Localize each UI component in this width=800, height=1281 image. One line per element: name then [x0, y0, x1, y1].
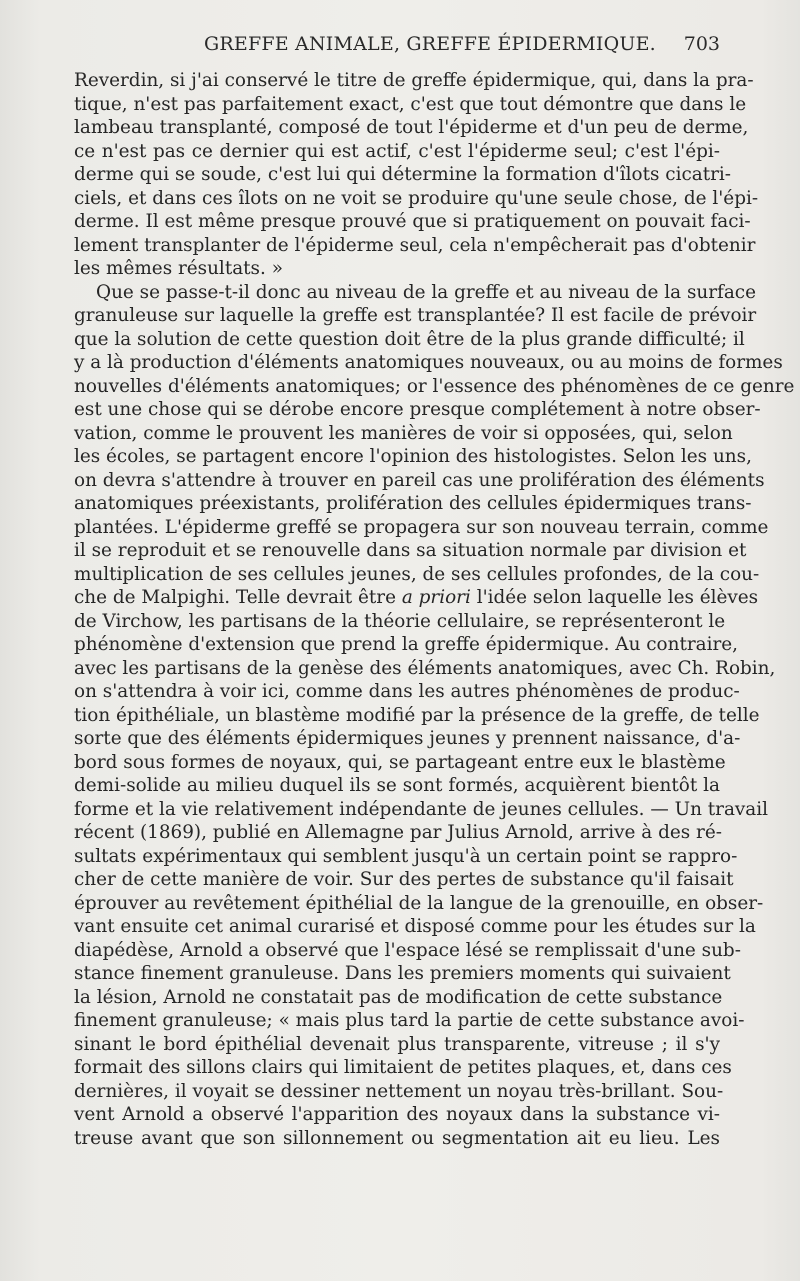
text-line: les mêmes résultats. » [74, 258, 283, 279]
text-line: vation, comme le prouvent les manières de voir si opposées, qui, selon [74, 422, 733, 444]
text-line: dernières, il voyait se dessiner nettement un noyau très-brillant. Sou- [74, 1080, 724, 1102]
text-line: ciels, et dans ces îlots on ne voit se produire qu'une seule chose, de l'épi- [74, 187, 759, 209]
text-line: sorte que des éléments épidermiques jeunes y prennent naissance, d'a- [74, 728, 741, 749]
text-line: la lésion, Arnold ne constatait pas de modification de cette substance [74, 986, 723, 1008]
text-line: lement transplanter de l'épiderme seul, cela n'empêcherait pas d'obtenir [74, 234, 756, 256]
text-line: cher de cette manière de voir. Sur des pertes de substance qu'il faisait [74, 869, 734, 890]
text-line: multiplication de ses cellules jeunes, de ses cellules profondes, de la cou- [74, 563, 760, 585]
text-line: derme qui se soude, c'est lui qui détermine la formation d'îlots cicatri- [74, 164, 732, 185]
text-line: que la solution de cette question doit être de la plus grande difficulté; il [74, 328, 745, 350]
text-line: bord sous formes de noyaux, qui, se partageant entre eux le blastème [74, 751, 726, 773]
text-line: phénomène d'extension que prend la greffe épidermique. Au contraire, [74, 634, 739, 655]
text-run: che de Malpighi. Telle devrait être [74, 587, 402, 608]
text-line: stance finement granuleuse. Dans les premiers moments qui suivaient [74, 963, 731, 984]
text-line: récent (1869), publié en Allemagne par Julius Arnold, arrive à des ré- [74, 822, 722, 843]
text-line: on devra s'attendre à trouver en pareil cas une prolifération des éléments [74, 469, 765, 491]
text-line: y a là production d'éléments anatomiques nouveaux, ou au moins de formes [74, 352, 783, 373]
text-line-with-italic [74, 586, 759, 610]
text-line: est une chose qui se dérobe encore presque complétement à notre obser- [74, 399, 761, 420]
italic-phrase: a priori [401, 587, 471, 608]
text-line: il se reproduit et se renouvelle dans sa situation normale par division et [74, 540, 747, 561]
text-line: tique, n'est pas parfaitement exact, c'est que tout démontre que dans le [74, 93, 747, 115]
text-line: anatomiques préexistants, prolifération des cellules épidermiques trans- [74, 493, 752, 514]
page-number: 703 [683, 33, 720, 55]
text-line: demi-solide au milieu duquel ils se sont formés, acquièrent bientôt la [74, 775, 720, 796]
text-line: vant ensuite cet animal curarisé et disposé comme pour les études sur la [74, 916, 756, 937]
text-line: les écoles, se partagent encore l'opinion des histologistes. Selon les uns, [74, 446, 752, 467]
text-line: de Virchow, les partisans de la théorie cellulaire, se représenteront le [74, 610, 726, 632]
text-line: treuse avant que son sillonnement ou segmentation ait eu lieu. Les [74, 1127, 720, 1149]
page-header [74, 33, 720, 63]
text-run: l'idée selon laquelle les élèves [470, 587, 759, 608]
text-line: avec les partisans de la genèse des éléments anatomiques, avec Ch. Robin, [74, 657, 776, 679]
text-line: forme et la vie relativement indépendante de jeunes cellules. — Un travail [74, 798, 769, 820]
text-line: finement granuleuse; « mais plus tard la partie de cette substance avoi- [74, 1010, 745, 1031]
text-line: granuleuse sur laquelle la greffe est transplantée? Il est facile de prévoir [74, 305, 757, 326]
text-line: plantées. L'épiderme greffé se propagera sur son nouveau terrain, comme [74, 516, 769, 538]
text-line: ce n'est pas ce dernier qui est actif, c'est l'épiderme seul; c'est l'épi- [74, 140, 720, 162]
text-line: diapédèse, Arnold a observé que l'espace lésé se remplissait d'une sub- [74, 939, 741, 961]
text-line: Reverdin, si j'ai conservé le titre de greffe épidermique, qui, dans la pra- [74, 70, 754, 91]
text-line: lambeau transplanté, composé de tout l'épiderme et d'un peu de derme, [74, 117, 749, 138]
text-line: tion épithéliale, un blastème modifié par la présence de la greffe, de telle [74, 704, 760, 726]
text-line: sinant le bord épithélial devenait plus transparente, vitreuse ; il s'y [74, 1033, 720, 1055]
body-text [74, 69, 795, 1150]
text-line: formait des sillons clairs qui limitaient de petites plaques, et, dans ces [74, 1057, 732, 1078]
text-line: sultats expérimentaux qui semblent jusqu'à un certain point se rappro- [74, 845, 738, 867]
text-line: vent Arnold a observé l'apparition des noyaux dans la substance vi- [74, 1104, 720, 1125]
text-line: derme. Il est même presque prouvé que si pratiquement on pouvait faci- [74, 211, 751, 232]
text-line: on s'attendra à voir ici, comme dans les autres phénomènes de produc- [74, 681, 740, 702]
text-line: Que se passe-t-il donc au niveau de la greffe et au niveau de la surface [96, 281, 756, 303]
text-line: éprouver au revêtement épithélial de la langue de la grenouille, en obser- [74, 892, 764, 914]
running-title: GREFFE ANIMALE, GREFFE ÉPIDERMIQUE. [204, 33, 656, 55]
text-line: nouvelles d'éléments anatomiques; or l'essence des phénomènes de ce genre [74, 375, 795, 397]
